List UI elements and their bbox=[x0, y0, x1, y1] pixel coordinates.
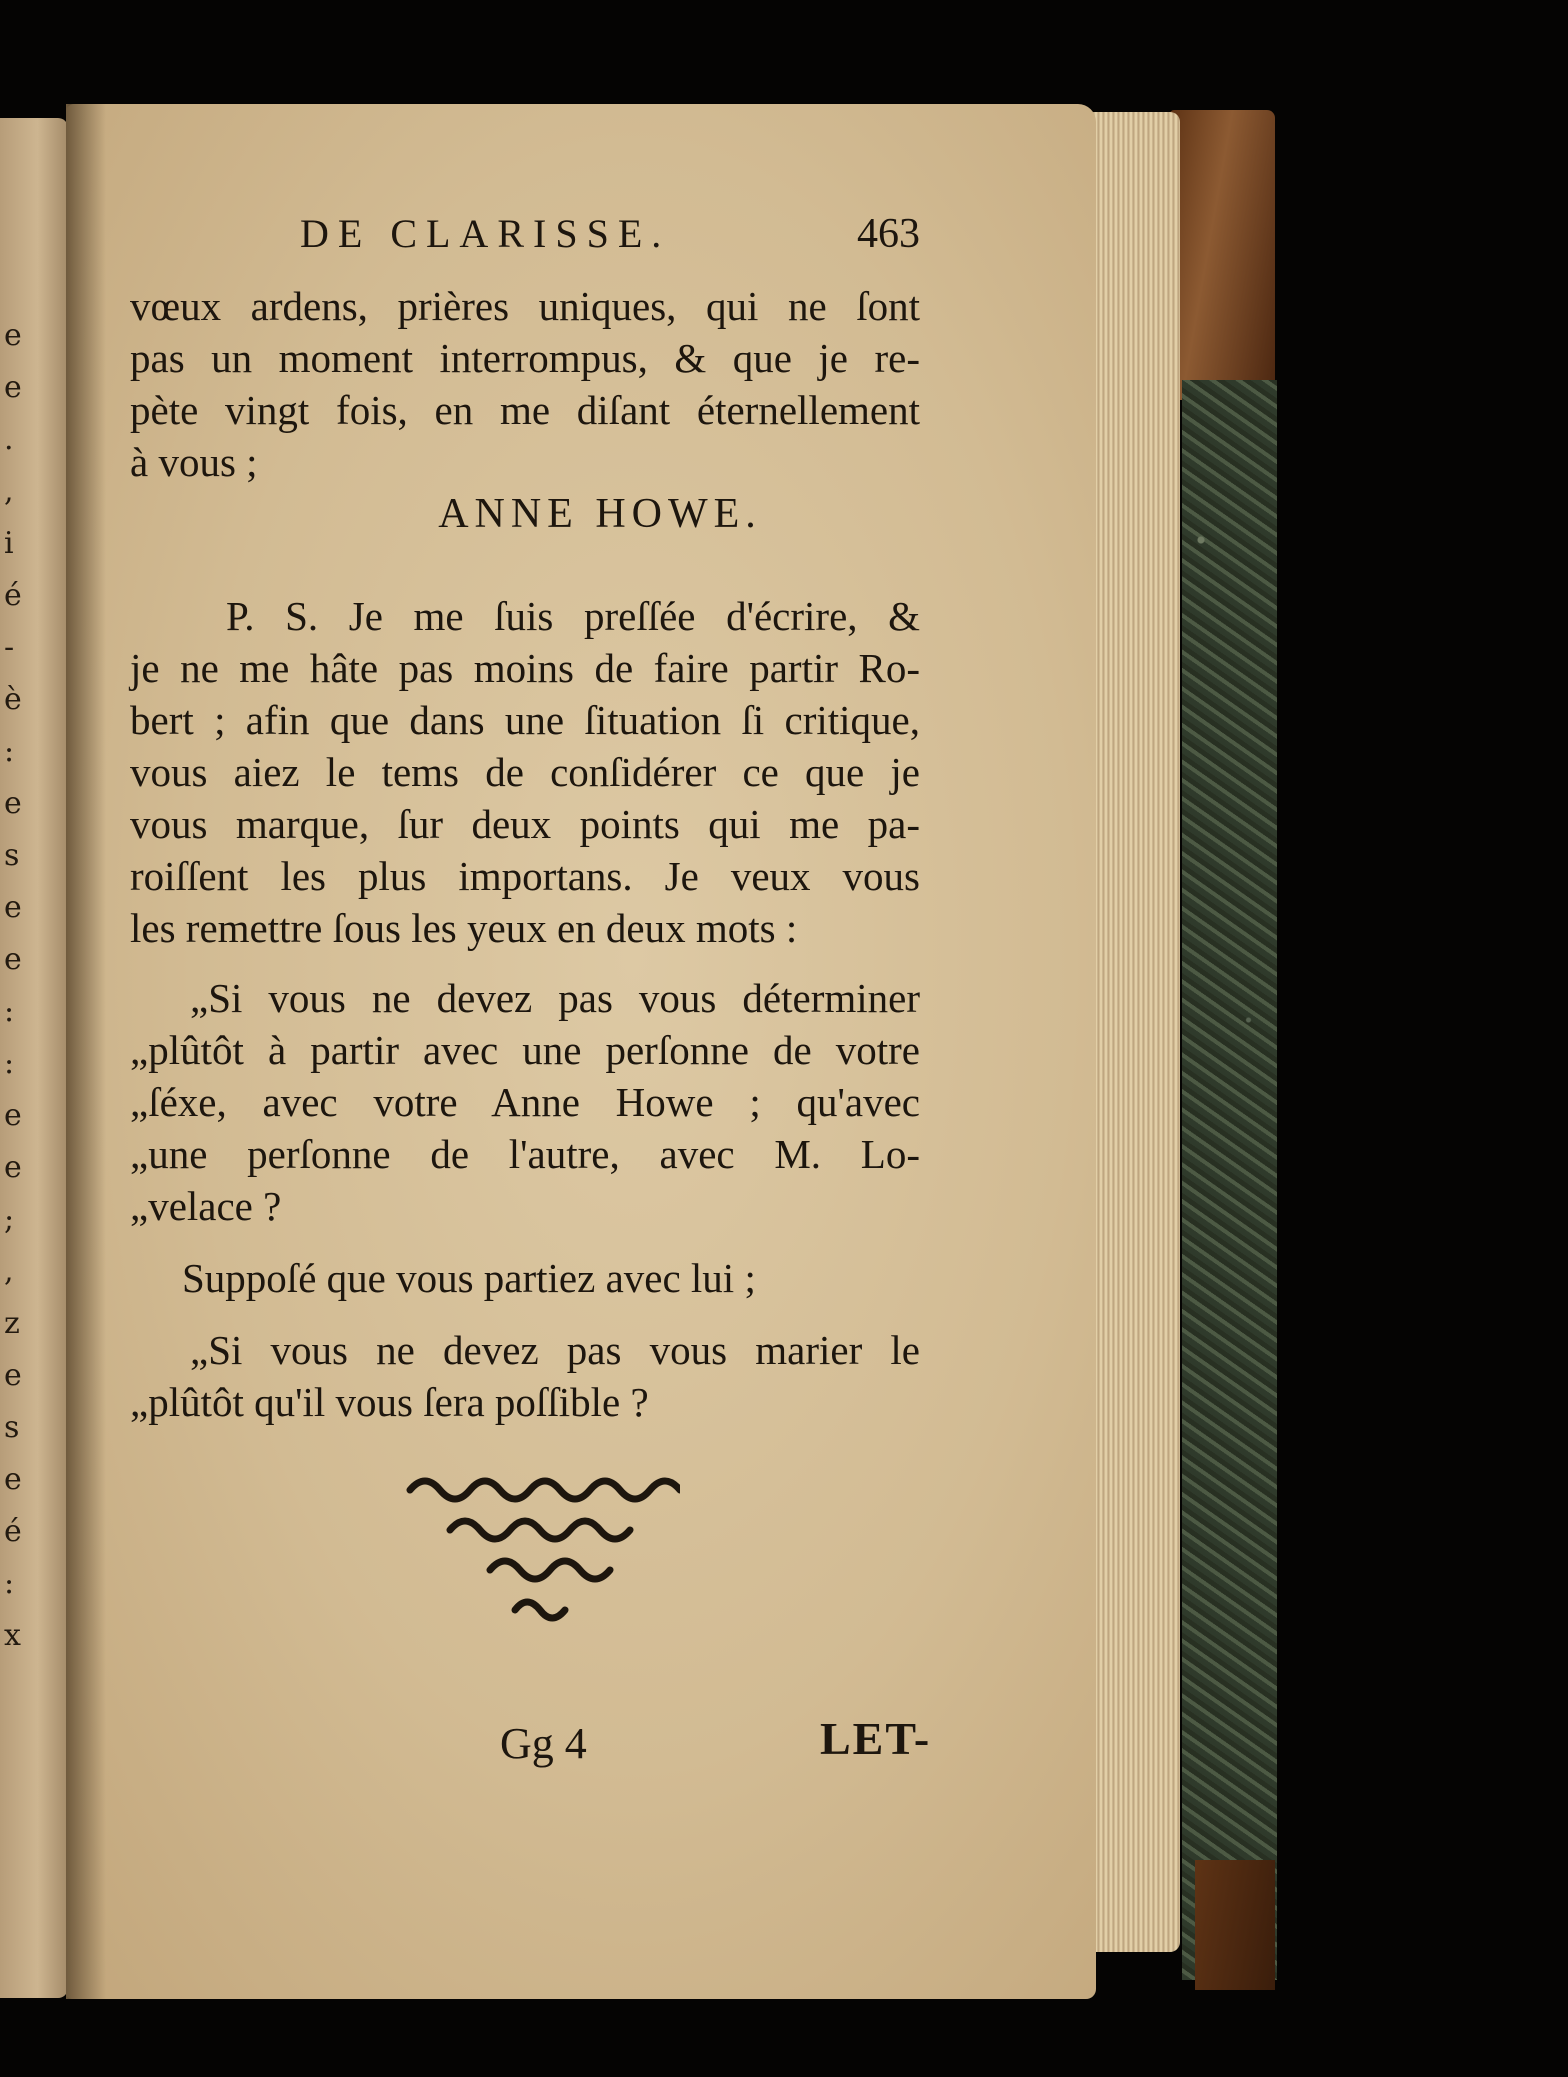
previous-page-edge bbox=[0, 118, 68, 1998]
edge-character: e bbox=[4, 1098, 22, 1133]
signature-mark: Gg 4 bbox=[500, 1719, 587, 1768]
text-line: vœux ardens, prières uniques, qui ne ſont bbox=[130, 283, 920, 329]
text-line: bert ; afin que dans une ſituation ſi critique, bbox=[130, 697, 920, 743]
leather-cover-top bbox=[1170, 110, 1275, 400]
text-line: les remettre ſous les yeux en deux mots : bbox=[130, 905, 798, 951]
edge-character: s bbox=[4, 838, 20, 873]
edge-character: e bbox=[4, 1462, 22, 1497]
edge-character: é bbox=[4, 578, 22, 613]
text-line: à vous ; bbox=[130, 439, 258, 485]
text-line: vous aiez le tems de conſidérer ce que je bbox=[130, 749, 920, 795]
edge-character: e bbox=[4, 1150, 22, 1185]
edge-character: - bbox=[4, 630, 15, 665]
page-number: 463 bbox=[857, 211, 920, 257]
letter-signature: ANNE HOWE. bbox=[438, 491, 762, 537]
text-line: pète vingt fois, en me diſant éternellement bbox=[130, 387, 920, 433]
edge-character: e bbox=[4, 370, 22, 405]
edge-character: , bbox=[4, 1254, 14, 1289]
text-line: je ne me hâte pas moins de faire partir Ro- bbox=[130, 645, 920, 691]
catchword: LET- bbox=[820, 1713, 932, 1764]
text-line: „une perſonne de l'autre, avec M. Lo- bbox=[130, 1131, 920, 1177]
text-line: „plûtôt qu'il vous ſera poſſible ? bbox=[130, 1379, 649, 1425]
edge-character: . bbox=[4, 422, 14, 457]
running-head: DE CLARISSE. bbox=[300, 211, 671, 256]
edge-character: e bbox=[4, 318, 22, 353]
text-line: „Si vous ne devez pas vous marier le bbox=[190, 1327, 920, 1373]
text-line: pas un moment interrompus, & que je re- bbox=[130, 335, 920, 381]
edge-character: : bbox=[4, 1046, 15, 1081]
page-header bbox=[300, 210, 940, 270]
tailpiece-ornament-icon bbox=[400, 1470, 680, 1630]
edge-character: , bbox=[4, 474, 14, 509]
text-line: „Si vous ne devez pas vous déterminer bbox=[190, 975, 920, 1021]
page-block-edge bbox=[1090, 112, 1180, 1952]
marbled-cover bbox=[1182, 380, 1277, 1980]
edge-character: e bbox=[4, 786, 22, 821]
edge-character: ; bbox=[4, 1202, 15, 1237]
edge-character: : bbox=[4, 1566, 15, 1601]
text-line: „velace ? bbox=[130, 1183, 282, 1229]
text-line: „ſéxe, avec votre Anne Howe ; qu'avec bbox=[130, 1079, 920, 1125]
text-line: P. S. Je me ſuis preſſée d'écrire, & bbox=[226, 593, 920, 639]
edge-character: e bbox=[4, 1358, 22, 1393]
text-line: roiſſent les plus importans. Je veux vous bbox=[130, 853, 920, 899]
edge-character: e bbox=[4, 942, 22, 977]
text-line: vous marque, ſur deux points qui me pa- bbox=[130, 801, 920, 847]
text-line: Suppoſé que vous partiez avec lui ; bbox=[182, 1255, 756, 1301]
edge-character: i bbox=[4, 526, 14, 561]
page-gutter-shadow bbox=[66, 104, 106, 1999]
edge-character: é bbox=[4, 1514, 22, 1549]
edge-character: s bbox=[4, 1410, 20, 1445]
edge-character: è bbox=[4, 682, 22, 717]
text-line: „plûtôt à partir avec une perſonne de votre bbox=[130, 1027, 920, 1073]
edge-character: z bbox=[4, 1306, 20, 1341]
edge-character: e bbox=[4, 890, 22, 925]
edge-character: x bbox=[4, 1618, 21, 1653]
edge-character: : bbox=[4, 994, 15, 1029]
edge-character: : bbox=[4, 734, 15, 769]
leather-cover-bottom bbox=[1195, 1860, 1275, 1990]
